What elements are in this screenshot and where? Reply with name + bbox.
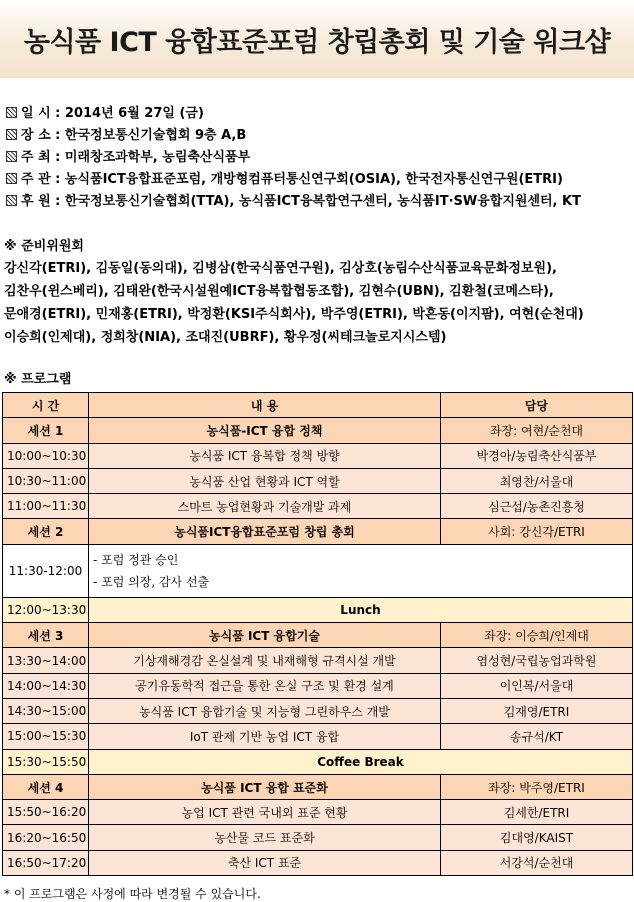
table-row: 14:00~14:30 공기유동학적 접근을 통한 온실 구조 및 환경 설계 이인복/서울대 [3,673,633,698]
table-row: 16:50~17:20 축산 ICT 표준 서강석/순천대 [3,850,633,875]
table-row: 15:50~16:20 농업 ICT 관련 국내외 표준 현황 김세한/ETRI [3,800,633,825]
committee-list [4,257,584,349]
table-row: 16:20~16:50 농산물 코드 표준화 김대영/KAIST [3,825,633,850]
agenda-item: - 포럼 정관 승인 [93,552,179,567]
table-row: 10:00~10:30 농식품 ICT 융복합 정책 방향 박경아/농림축산식품부 [3,443,633,468]
session-row: 세션 3 농식품 ICT 융합기술 좌장: 이승희/인제대 [3,623,633,648]
agenda-item: - 포럼 의장, 감사 선출 [93,574,210,589]
checkbox-mark-icon [6,173,17,184]
table-row: 13:30~14:00 기상재해경감 온실설계 및 내재해형 규격시설 개발 염성현/국립농업과학원 [3,648,633,673]
table-row: 14:30~15:00 농식품 ICT 융합기술 및 지능형 그린하우스 개발 김재영/ETRI [3,698,633,723]
table-row: 11:30-12:00 - 포럼 정관 승인 - 포럼 의장, 감사 선출 [3,544,633,597]
checkbox-mark-icon [6,129,17,140]
session-row: 세션 4 농식품 ICT 융합 표준화 좌장: 박주영/ETRI [3,774,633,799]
header-time: 시 간 [3,393,89,418]
info-date: 일 시 : 2014년 6월 27일 (금) [6,103,581,125]
break-row: 15:30~15:50 Coffee Break [3,749,633,774]
committee-line: 문애경(ETRI), 민재홍(ETRI), 박정환(KSI주식회사), 박주영(ETRI), 박흔동(이지팜), 여현(순천대) [4,307,584,322]
committee-heading: ※ 준비위원회 [4,239,84,254]
footnote: * 이 프로그램은 사정에 따라 변경될 수 있습니다. [4,887,261,901]
info-venue: 장 소 : 한국정보통신기술협회 9층 A,B [6,125,581,147]
event-info [6,103,581,213]
info-sponsor: 후 원 : 한국정보통신기술협회(TTA), 농식품ICT융복합연구센터, 농식품IT·SW융합지원센터, KT [6,191,581,213]
page-title: 농식품 ICT 융합표준포럼 창립총회 및 기술 워크샵 [23,27,611,58]
checkbox-mark-icon [6,107,17,118]
checkbox-mark-icon [6,195,17,206]
session-row: 세션 2 농식품ICT융합표준포럼 창립 총회 사회: 강신각/ETRI [3,519,633,544]
table-row: 15:00~15:30 IoT 관제 기반 농업 ICT 융합 송규석/KT [3,724,633,749]
info-organizer: 주 관 : 농식품ICT융합표준포럼, 개방형컴퓨터통신연구회(OSIA), 한국전자통신연구원(ETRI) [6,169,581,191]
committee-line: 이승희(인제대), 정희창(NIA), 조대진(UBRF), 황우정(씨테크놀로지시스템) [4,330,447,345]
header-owner: 담당 [441,393,633,418]
committee-line: 강신각(ETRI), 김동일(동의대), 김병삼(한국식품연구원), 김상호(농림수산식품교육문화정보원), [4,261,557,276]
info-host: 주 최 : 미래창조과학부, 농림축산식품부 [6,147,581,169]
committee-line: 김찬우(윈스베리), 김태완(한국시설원예ICT융복합협동조합), 김현수(UBN), 김환철(코메스타), [4,284,554,299]
session-row: 세션 1 농식품-ICT 융합 정책 좌장: 여현/순천대 [3,418,633,443]
checkbox-mark-icon [6,151,17,162]
table-header-row [3,393,633,418]
program-table [2,392,633,876]
program-heading: ※ 프로그램 [4,372,72,387]
table-row: 11:00~11:30 스마트 농업현황과 기술개발 과제 심근섭/농촌진흥청 [3,494,633,519]
table-row: 10:30~11:00 농식품 산업 현황과 ICT 역할 최영찬/서울대 [3,468,633,493]
break-row: 12:00~13:30 Lunch [3,597,633,622]
header-content: 내 용 [89,393,441,418]
